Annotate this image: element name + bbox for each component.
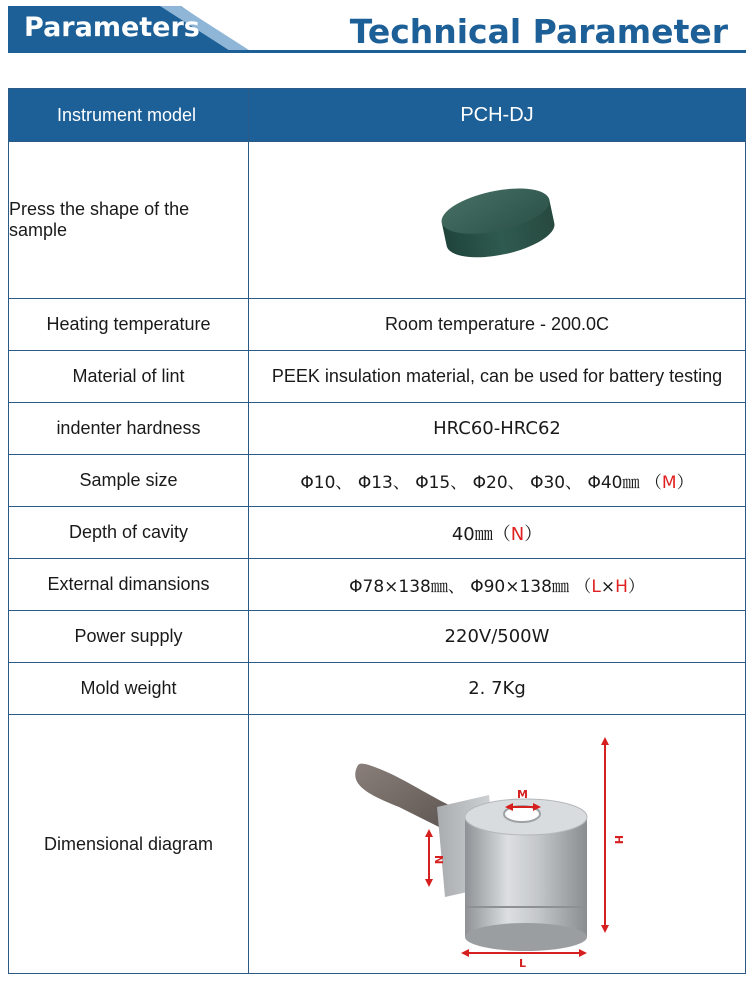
diagram-canvas xyxy=(249,715,747,973)
sample-disc-illustration xyxy=(432,173,562,263)
table-row-shape xyxy=(9,142,746,299)
diagram-label-h: H xyxy=(612,835,625,845)
external-marker-l: L xyxy=(591,577,601,597)
parameter-table xyxy=(8,88,746,974)
diagram-label-n: N xyxy=(432,855,445,865)
depth-label: Depth of cavity xyxy=(9,507,249,559)
sample-size-value xyxy=(249,455,746,507)
table-row-depth xyxy=(9,507,746,559)
external-value xyxy=(249,559,746,611)
table-row-heating xyxy=(9,299,746,351)
depth-marker: N xyxy=(510,523,525,545)
weight-label: Mold weight xyxy=(9,663,249,715)
table-row-weight xyxy=(9,663,746,715)
power-value: 220V/500W xyxy=(249,611,746,663)
external-marker-h: H xyxy=(615,577,628,597)
shape-label xyxy=(9,142,249,299)
sample-shape-image xyxy=(249,142,746,299)
sample-size-marker: M xyxy=(661,473,677,493)
external-text: Φ78×138㎜、 Φ90×138㎜ （ xyxy=(349,577,592,597)
heating-label: Heating temperature xyxy=(9,299,249,351)
table-row-material xyxy=(9,351,746,403)
hardness-label: indenter hardness xyxy=(9,403,249,455)
diagram-label: Dimensional diagram xyxy=(9,715,249,974)
table-row-diagram xyxy=(9,715,746,974)
external-times: × xyxy=(600,577,616,597)
shape-label-line1: Press the shape of the xyxy=(9,199,190,219)
heating-value: Room temperature - 200.0C xyxy=(249,299,746,351)
material-value: PEEK insulation material, can be used for battery testing xyxy=(249,351,746,403)
mold-illustration xyxy=(249,715,747,973)
page-header xyxy=(0,0,750,60)
header-tab-label: Parameters xyxy=(24,12,200,43)
table-header-row xyxy=(9,89,746,142)
weight-value: 2. 7Kg xyxy=(249,663,746,715)
table-row-power xyxy=(9,611,746,663)
diagram-label-m: M xyxy=(517,788,528,801)
table-row-sample-size xyxy=(9,455,746,507)
depth-close: ） xyxy=(524,523,543,545)
sample-size-label: Sample size xyxy=(9,455,249,507)
external-label: External dimansions xyxy=(9,559,249,611)
depth-value xyxy=(249,507,746,559)
sample-size-close: ） xyxy=(676,473,694,493)
table-row-hardness xyxy=(9,403,746,455)
shape-label-line2: sample xyxy=(9,220,68,240)
page-title: Technical Parameter xyxy=(349,12,728,51)
instrument-model-label: Instrument model xyxy=(9,89,249,142)
external-close: ） xyxy=(627,577,645,597)
hardness-value: HRC60-HRC62 xyxy=(249,403,746,455)
sample-size-text: Φ10、 Φ13、 Φ15、 Φ20、 Φ30、 Φ40㎜ （ xyxy=(300,473,662,493)
diagram-label-l: L xyxy=(519,957,527,970)
material-label: Material of lint xyxy=(9,351,249,403)
table-row-external xyxy=(9,559,746,611)
dimensional-diagram xyxy=(249,715,746,974)
power-label: Power supply xyxy=(9,611,249,663)
instrument-model-value: PCH-DJ xyxy=(249,89,746,142)
depth-text: 40㎜（ xyxy=(451,523,511,545)
